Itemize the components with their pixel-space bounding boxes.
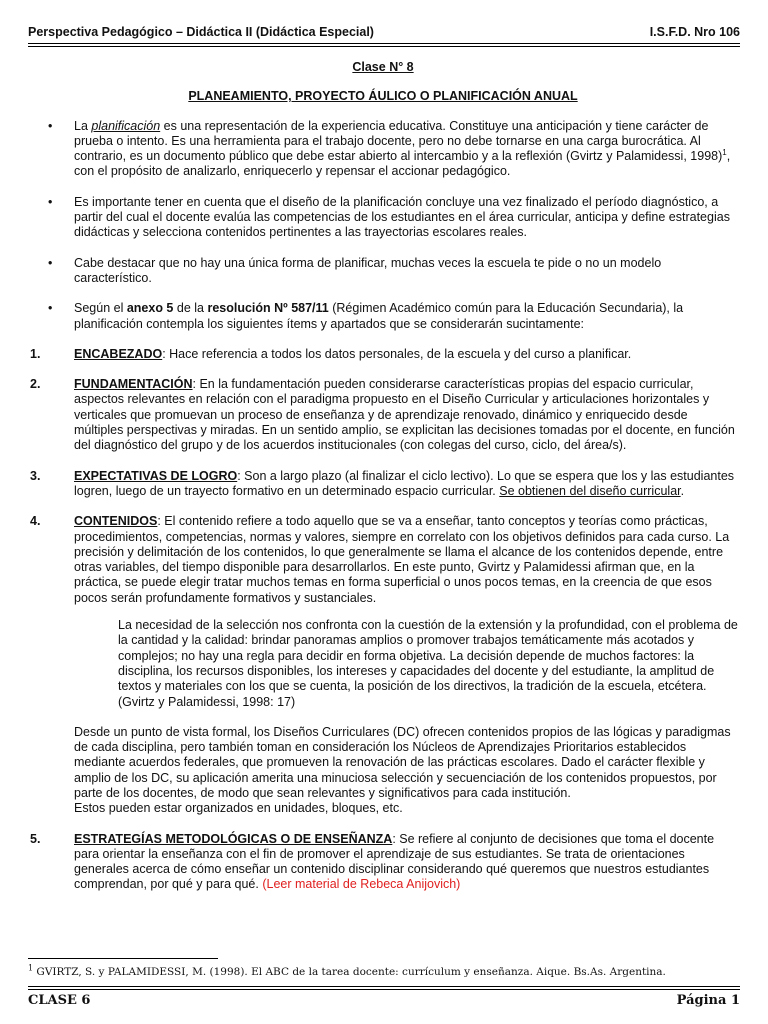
block-quote: La necesidad de la selección nos confronta con la cuestión de la extensión y la profundidad, con el problema de la cantidad y la calidad: brindar panoramas amplios o promover trabajos temáticamente más acotados y complejos; no hay una regla para decidir en forma objetiva. La decisión depende de muchos factores: la disciplina, los recursos disponibles, los intereses y capacidades del docente y del estudiante, la amplitud de textos y materiales con los que se cuenta, la posición de los directivos, la tradición de la escuela, etcétera. (Gvirtz y Palamidessi, 1998: 17): [118, 618, 738, 709]
footnote-ref[interactable]: 1: [722, 148, 727, 158]
item-heading: FUNDAMENTACIÓN: [74, 377, 193, 392]
item-estrategias: 5. ESTRATEGÍAS METODOLÓGICAS O DE ENSEÑANZA: Se refiere al conjunto de decisiones que toma el docente para orientar la enseñanza con el fin de promover el aprendizaje de sus estudiantes. Se trata de orientaciones generales acerca de cómo enseñar un contenido disciplinar considerando qué queremos que nuestros estudiantes comprendan, por qué y para qué. (Leer material de Rebeca Anijovich): [30, 831, 715, 892]
bullet-icon: •: [48, 255, 53, 270]
footnote: $^1$ GVIRTZ, S. y PALAMIDESSI, M. (1998). El ABC de la tarea docente: currículum y enseñanza. Aique. Bs.As. Argentina.: [28, 963, 666, 978]
page-subtitle: PLANEAMIENTO, PROYECTO ÁULICO O PLANIFICACIÓN ANUAL: [188, 89, 578, 104]
term-planificacion: planificación: [91, 118, 161, 133]
page-title: Clase N° 8: [352, 60, 414, 74]
item-expectativas: 3. EXPECTATIVAS DE LOGRO: Son a largo plazo (al finalizar el ciclo lectivo). Lo que se espera que los y las estudiantes logren, luego de un trayecto formativo en un determinado espacio curricular. Se obtienen del diseño curricular.: [30, 468, 735, 498]
header-rule: [28, 43, 740, 47]
reading-reference: (Leer material de Rebeca Anijovich): [262, 877, 461, 892]
item-fundamentacion: 2. FUNDAMENTACIÓN: En la fundamentación pueden considerarse características propias del espacio curricular, aspectos relevantes en relación con el paradigma propuesto en el Diseño Curricular y articulaciones horizontales y verticales que promuevan un proceso de enseñanza y de aprendizaje renovado, dinámico y enriquecido desde múltiples perspectivas y miradas. En un sentido amplio, se explicitan las decisiones tomadas por el docente, en función del diagnóstico del grupo y de los acuerdos institucionales (con colegas del curso, ciclo, del área/s).: [30, 377, 735, 453]
item-encabezado: 1. ENCABEZADO: Hace referencia a todos los datos personales, de la escuela y del curso a planificar.: [30, 346, 632, 361]
page-footer: [28, 993, 740, 1008]
page-number: Página 1: [676, 993, 740, 1008]
document-body: [28, 60, 738, 908]
bullet-list: [28, 119, 738, 332]
bullet-item-planificacion: • La planificación es una representación de la experiencia educativa. Constituye una anticipación y tiene carácter de prueba o intento. Es una herramienta para el trabajo docente, pero no debe tornarse en una carga burocrática. Al contrario, es un documento público que debe estar abierto al intercambio y a la reflexión (Gvirtz y Palamidessi, 1998)$^1$, con el propósito de analizarlo, enriquecerlo y repensar el accionar pedagógico.: [48, 118, 731, 179]
footer-class-label: CLASE 6: [28, 993, 91, 1008]
header-course-title: Perspectiva Pedagógico – Didáctica II (Didáctica Especial): [28, 25, 374, 39]
contenidos-organizacion: Estos pueden estar organizados en unidades, bloques, etc.: [74, 801, 403, 816]
bullet-item-diseno: • Es importante tener en cuenta que el diseño de la planificación concluye una vez finalizado el período diagnóstico, a partir del cual el docente evalúa las competencias de los estudiantes en el área curricular, anticipa y define estrategias didácticas y selecciona contenidos pertinentes a las trayectorias escolares reales.: [48, 194, 730, 240]
header-institution: I.S.F.D. Nro 106: [649, 25, 740, 39]
bullet-item-forma: • Cabe destacar que no hay una única forma de planificar, muchas veces la escuela te pide o no un modelo característico.: [48, 255, 662, 285]
item-contenidos: 4. CONTENIDOS: El contenido refiere a todo aquello que se va a enseñar, tanto conceptos y teorías como prácticas, procedimientos, competencias, normas y valores, siempre en correlato con los objetivos definidos para cada curso. La precisión y delimitación de los contenidos, lo que generalmente se llama el alcance de los contenidos depende, entre otras variables, del tiempo disponible para desarrollarlos. En este punto, Gvirtz y Palamidessi afirman que, en la práctica, se puede elegir tratar muchos temas en forma superficial o unos pocos temas, en la creencia de que esos pocos serán profundamente formativos y sustanciales.: [30, 514, 730, 605]
item-heading: ENCABEZADO: [74, 346, 163, 361]
footer-rule: [28, 986, 740, 990]
contenidos-paragraph: Desde un punto de vista formal, los Diseños Curriculares (DC) ofrecen contenidos propios de las lógicas y paradigmas de cada disciplina, pero también toman en consideración los Núcleos de Aprendizajes Prioritarios establecidos mediante acuerdos federales, que promueven la renovación de las prácticas escolares. Dado el carácter flexible y amplio de los DC, su aplicación amerita una minuciosa selección y secuenciación de los contenidos propuestos, por parte de los docentes, de modo que sean relevantes y significativos para cada institución.: [74, 724, 731, 800]
bullet-item-anexo: • Según el anexo 5 de la resolución Nº 587/11 (Régimen Académico común para la Educación Secundaria), la planificación contempla los siguientes ítems y apartados que se considerarán sucintamente:: [48, 301, 684, 331]
bullet-icon: •: [48, 118, 53, 133]
bullet-icon: •: [48, 301, 53, 316]
item-heading: ESTRATEGÍAS METODOLÓGICAS O DE ENSEÑANZA: [74, 831, 393, 846]
page-header: [28, 25, 740, 41]
bullet-icon: •: [48, 194, 53, 209]
underlined-note: Se obtienen del diseño curricular: [499, 483, 681, 498]
footnote-rule: [28, 958, 218, 959]
item-heading: EXPECTATIVAS DE LOGRO: [74, 468, 238, 483]
item-heading: CONTENIDOS: [74, 514, 158, 529]
